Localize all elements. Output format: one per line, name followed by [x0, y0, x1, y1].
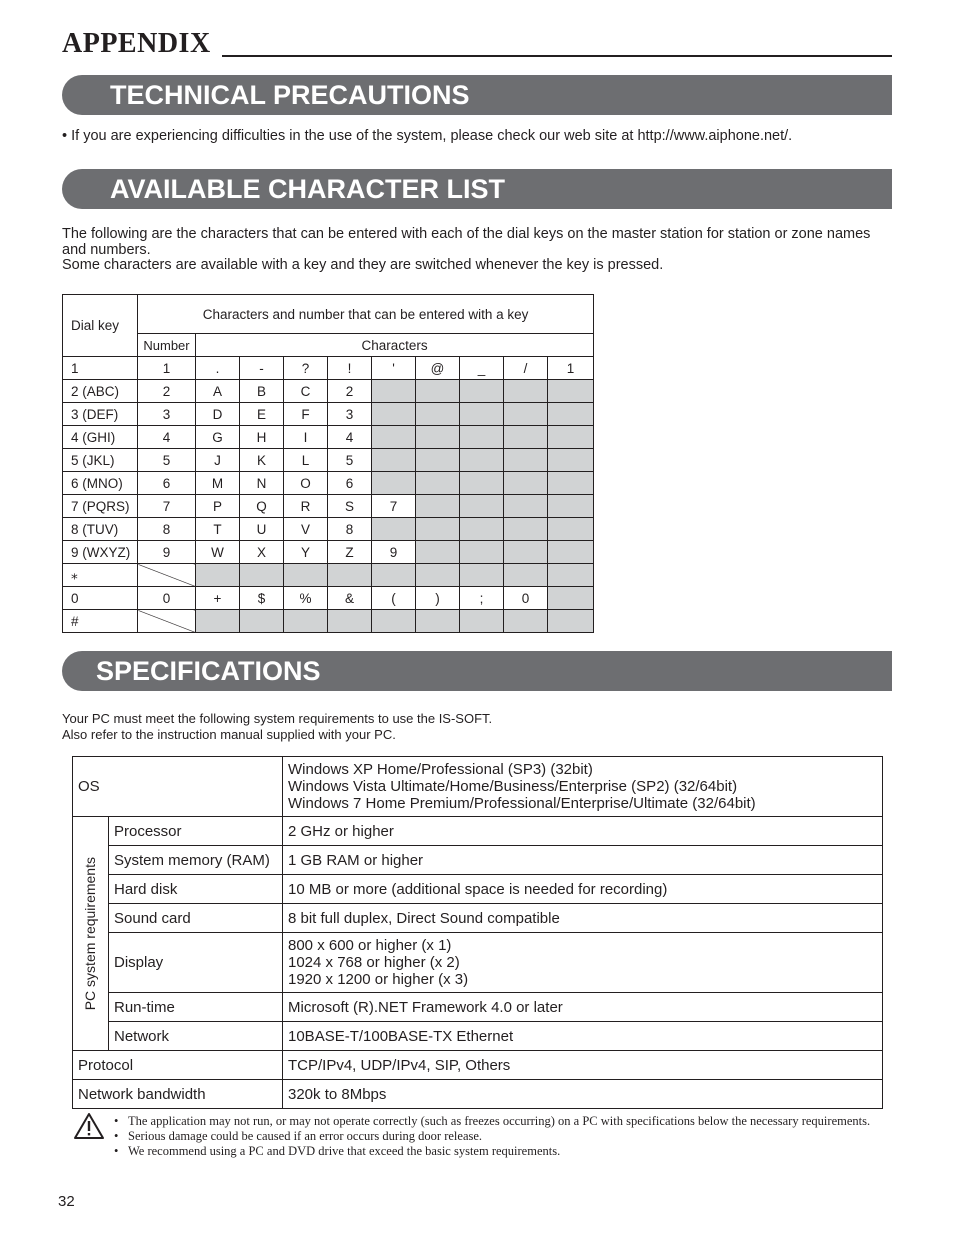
character-cell: P — [196, 495, 240, 518]
character-cell: ' — [372, 357, 416, 380]
character-row — [63, 426, 594, 449]
character-cell: A — [196, 380, 240, 403]
empty-cell — [284, 610, 328, 633]
dial-key-cell: 7 (PQRS) — [63, 495, 138, 518]
empty-cell — [372, 472, 416, 495]
character-cell: 4 — [328, 426, 372, 449]
processor-value: 2 GHz or higher — [283, 817, 883, 846]
protocol-value: TCP/IPv4, UDP/IPv4, SIP, Others — [283, 1051, 883, 1080]
empty-cell — [548, 587, 594, 610]
character-cell: 6 — [328, 472, 372, 495]
number-cell: 8 — [138, 518, 196, 541]
empty-cell — [504, 564, 548, 587]
empty-cell — [416, 610, 460, 633]
memory-label: System memory (RAM) — [109, 846, 283, 875]
specifications-table — [72, 756, 883, 1109]
character-cell: X — [240, 541, 284, 564]
character-cell: T — [196, 518, 240, 541]
empty-cell — [548, 564, 594, 587]
character-cell: N — [240, 472, 284, 495]
character-cell: E — [240, 403, 284, 426]
precautions-bullet: • If you are experiencing difficulties in the use of the system, please check our web site at http://www.aiphone.net/. — [62, 128, 793, 144]
character-cell: Y — [284, 541, 328, 564]
number-cell: 9 — [138, 541, 196, 564]
number-cell: 5 — [138, 449, 196, 472]
empty-cell — [416, 564, 460, 587]
character-row — [63, 518, 594, 541]
display-label: Display — [109, 933, 283, 993]
character-cell: 9 — [372, 541, 416, 564]
character-cell: % — [284, 587, 328, 610]
pc-requirements-label: PC system requirements — [82, 856, 98, 1011]
character-row — [63, 587, 594, 610]
dial-key-header: Dial key — [63, 295, 138, 357]
character-cell: _ — [460, 357, 504, 380]
empty-cell — [416, 518, 460, 541]
appendix-rule — [222, 55, 892, 57]
specifications-banner — [62, 651, 892, 691]
character-cell: 0 — [504, 587, 548, 610]
empty-cell — [416, 380, 460, 403]
character-cell: 5 — [328, 449, 372, 472]
os-value — [283, 757, 883, 817]
empty-cell — [460, 610, 504, 633]
number-header: Number — [138, 334, 196, 357]
processor-label: Processor — [109, 817, 283, 846]
dial-key-cell: 1 — [63, 357, 138, 380]
os-label: OS — [73, 757, 283, 817]
empty-cell — [548, 518, 594, 541]
specifications-intro — [62, 711, 492, 743]
number-cell — [138, 564, 196, 587]
empty-cell — [460, 449, 504, 472]
character-cell: W — [196, 541, 240, 564]
character-cell: ? — [284, 357, 328, 380]
empty-cell — [504, 426, 548, 449]
empty-cell — [196, 564, 240, 587]
display-value-line: 1920 x 1200 or higher (x 3) — [288, 971, 469, 988]
section-title: SPECIFICATIONS — [96, 656, 321, 686]
empty-cell — [460, 541, 504, 564]
character-cell: . — [196, 357, 240, 380]
empty-cell — [548, 541, 594, 564]
character-cell: 2 — [328, 380, 372, 403]
character-cell: J — [196, 449, 240, 472]
appendix-heading: APPENDIX — [62, 28, 211, 59]
character-cell: U — [240, 518, 284, 541]
number-cell: 2 — [138, 380, 196, 403]
dial-key-cell: 8 (TUV) — [63, 518, 138, 541]
dial-key-cell: ⁎ — [63, 564, 138, 587]
note-item: • Serious damage could be caused if an error occurs during door release. — [114, 1129, 884, 1144]
number-cell: 3 — [138, 403, 196, 426]
runtime-value: Microsoft (R).NET Framework 4.0 or later — [283, 993, 883, 1022]
dial-key-cell: 9 (WXYZ) — [63, 541, 138, 564]
character-cell: C — [284, 380, 328, 403]
character-table — [62, 294, 594, 633]
pc-requirements-group — [73, 817, 109, 1051]
character-cell: V — [284, 518, 328, 541]
os-value-line: Windows 7 Home Premium/Professional/Enterprise/Ultimate (32/64bit) — [288, 795, 756, 812]
empty-cell — [460, 495, 504, 518]
intro-line: Your PC must meet the following system requirements to use the IS-SOFT. — [62, 711, 493, 726]
number-cell — [138, 610, 196, 633]
empty-cell — [460, 472, 504, 495]
empty-cell — [372, 518, 416, 541]
character-cell: M — [196, 472, 240, 495]
empty-cell — [416, 426, 460, 449]
network-label: Network — [109, 1022, 283, 1051]
page-number: 32 — [58, 1193, 75, 1210]
character-cell: ; — [460, 587, 504, 610]
empty-cell — [504, 518, 548, 541]
empty-cell — [548, 610, 594, 633]
number-cell: 0 — [138, 587, 196, 610]
empty-cell — [548, 426, 594, 449]
warning-icon — [73, 1112, 105, 1140]
empty-cell — [372, 564, 416, 587]
display-value — [283, 933, 883, 993]
character-cell: 7 — [372, 495, 416, 518]
empty-cell — [548, 380, 594, 403]
empty-cell — [284, 564, 328, 587]
sound-card-value: 8 bit full duplex, Direct Sound compatible — [283, 904, 883, 933]
character-cell: D — [196, 403, 240, 426]
empty-cell — [416, 541, 460, 564]
empty-cell — [504, 610, 548, 633]
intro-line: Also refer to the instruction manual supplied with your PC. — [62, 727, 396, 742]
number-cell: 7 — [138, 495, 196, 518]
empty-cell — [240, 564, 284, 587]
section-title: TECHNICAL PRECAUTIONS — [110, 80, 470, 110]
os-value-line: Windows Vista Ultimate/Home/Business/Enterprise (SP2) (32/64bit) — [288, 778, 738, 795]
character-cell: - — [240, 357, 284, 380]
character-cell: / — [504, 357, 548, 380]
dial-key-cell: 6 (MNO) — [63, 472, 138, 495]
character-row — [63, 472, 594, 495]
empty-cell — [504, 403, 548, 426]
empty-cell — [460, 518, 504, 541]
character-row — [63, 380, 594, 403]
empty-cell — [372, 380, 416, 403]
empty-cell — [416, 472, 460, 495]
empty-cell — [460, 403, 504, 426]
empty-cell — [372, 449, 416, 472]
character-row — [63, 610, 594, 633]
display-value-line: 800 x 600 or higher (x 1) — [288, 937, 452, 954]
character-cell: B — [240, 380, 284, 403]
dial-key-cell: 0 — [63, 587, 138, 610]
bandwidth-value: 320k to 8Mbps — [283, 1080, 883, 1109]
note-item: • We recommend using a PC and DVD drive that exceed the basic system requirements. — [114, 1144, 884, 1159]
character-cell: $ — [240, 587, 284, 610]
character-cell: + — [196, 587, 240, 610]
bandwidth-label: Network bandwidth — [73, 1080, 283, 1109]
character-row — [63, 449, 594, 472]
empty-cell — [504, 541, 548, 564]
character-cell: 8 — [328, 518, 372, 541]
character-cell: K — [240, 449, 284, 472]
character-row — [63, 495, 594, 518]
empty-cell — [460, 426, 504, 449]
empty-cell — [460, 564, 504, 587]
character-cell: O — [284, 472, 328, 495]
character-cell: ! — [328, 357, 372, 380]
character-row — [63, 564, 594, 587]
character-list-intro — [62, 227, 892, 274]
network-value: 10BASE-T/100BASE-TX Ethernet — [283, 1022, 883, 1051]
character-cell: R — [284, 495, 328, 518]
character-cell: Z — [328, 541, 372, 564]
character-cell: & — [328, 587, 372, 610]
hard-disk-value: 10 MB or more (additional space is needed for recording) — [283, 875, 883, 904]
character-cell: H — [240, 426, 284, 449]
dial-key-cell: 5 (JKL) — [63, 449, 138, 472]
character-cell: Q — [240, 495, 284, 518]
empty-cell — [416, 495, 460, 518]
empty-cell — [372, 426, 416, 449]
empty-cell — [504, 449, 548, 472]
character-cell: 3 — [328, 403, 372, 426]
intro-line: Some characters are available with a key and they are switched whenever the key is pressed. — [62, 257, 664, 273]
empty-cell — [196, 610, 240, 633]
dial-key-cell: # — [63, 610, 138, 633]
character-cell: S — [328, 495, 372, 518]
character-row — [63, 357, 594, 380]
character-row — [63, 403, 594, 426]
character-cell: ( — [372, 587, 416, 610]
technical-precautions-banner — [62, 75, 892, 115]
sound-card-label: Sound card — [109, 904, 283, 933]
characters-main-header: Characters and number that can be entered with a key — [138, 295, 594, 334]
warning-notes — [114, 1114, 884, 1159]
empty-cell — [548, 449, 594, 472]
character-cell: @ — [416, 357, 460, 380]
note-item: • The application may not run, or may not operate correctly (such as freezes occurring) on a PC with specifications below the necessary requirements. — [114, 1114, 884, 1129]
character-row — [63, 541, 594, 564]
empty-cell — [504, 380, 548, 403]
section-title: AVAILABLE CHARACTER LIST — [110, 174, 505, 204]
empty-cell — [460, 380, 504, 403]
empty-cell — [548, 495, 594, 518]
empty-cell — [548, 403, 594, 426]
character-cell: G — [196, 426, 240, 449]
dial-key-cell: 3 (DEF) — [63, 403, 138, 426]
memory-value: 1 GB RAM or higher — [283, 846, 883, 875]
os-value-line: Windows XP Home/Professional (SP3) (32bit) — [288, 761, 593, 778]
characters-header: Characters — [196, 334, 594, 357]
character-list-banner — [62, 169, 892, 209]
dial-key-cell: 4 (GHI) — [63, 426, 138, 449]
character-cell: F — [284, 403, 328, 426]
intro-line: The following are the characters that can be entered with each of the dial keys on the master station for station or zone names and numbers. — [62, 226, 871, 258]
number-cell: 6 — [138, 472, 196, 495]
empty-cell — [372, 610, 416, 633]
protocol-label: Protocol — [73, 1051, 283, 1080]
number-cell: 4 — [138, 426, 196, 449]
hard-disk-label: Hard disk — [109, 875, 283, 904]
empty-cell — [372, 403, 416, 426]
character-cell: L — [284, 449, 328, 472]
empty-cell — [328, 564, 372, 587]
empty-cell — [416, 403, 460, 426]
dial-key-cell: 2 (ABC) — [63, 380, 138, 403]
empty-cell — [504, 495, 548, 518]
character-cell: I — [284, 426, 328, 449]
empty-cell — [328, 610, 372, 633]
display-value-line: 1024 x 768 or higher (x 2) — [288, 954, 460, 971]
empty-cell — [548, 472, 594, 495]
runtime-label: Run-time — [109, 993, 283, 1022]
empty-cell — [504, 472, 548, 495]
empty-cell — [416, 449, 460, 472]
empty-cell — [240, 610, 284, 633]
number-cell: 1 — [138, 357, 196, 380]
character-cell: 1 — [548, 357, 594, 380]
character-cell: ) — [416, 587, 460, 610]
